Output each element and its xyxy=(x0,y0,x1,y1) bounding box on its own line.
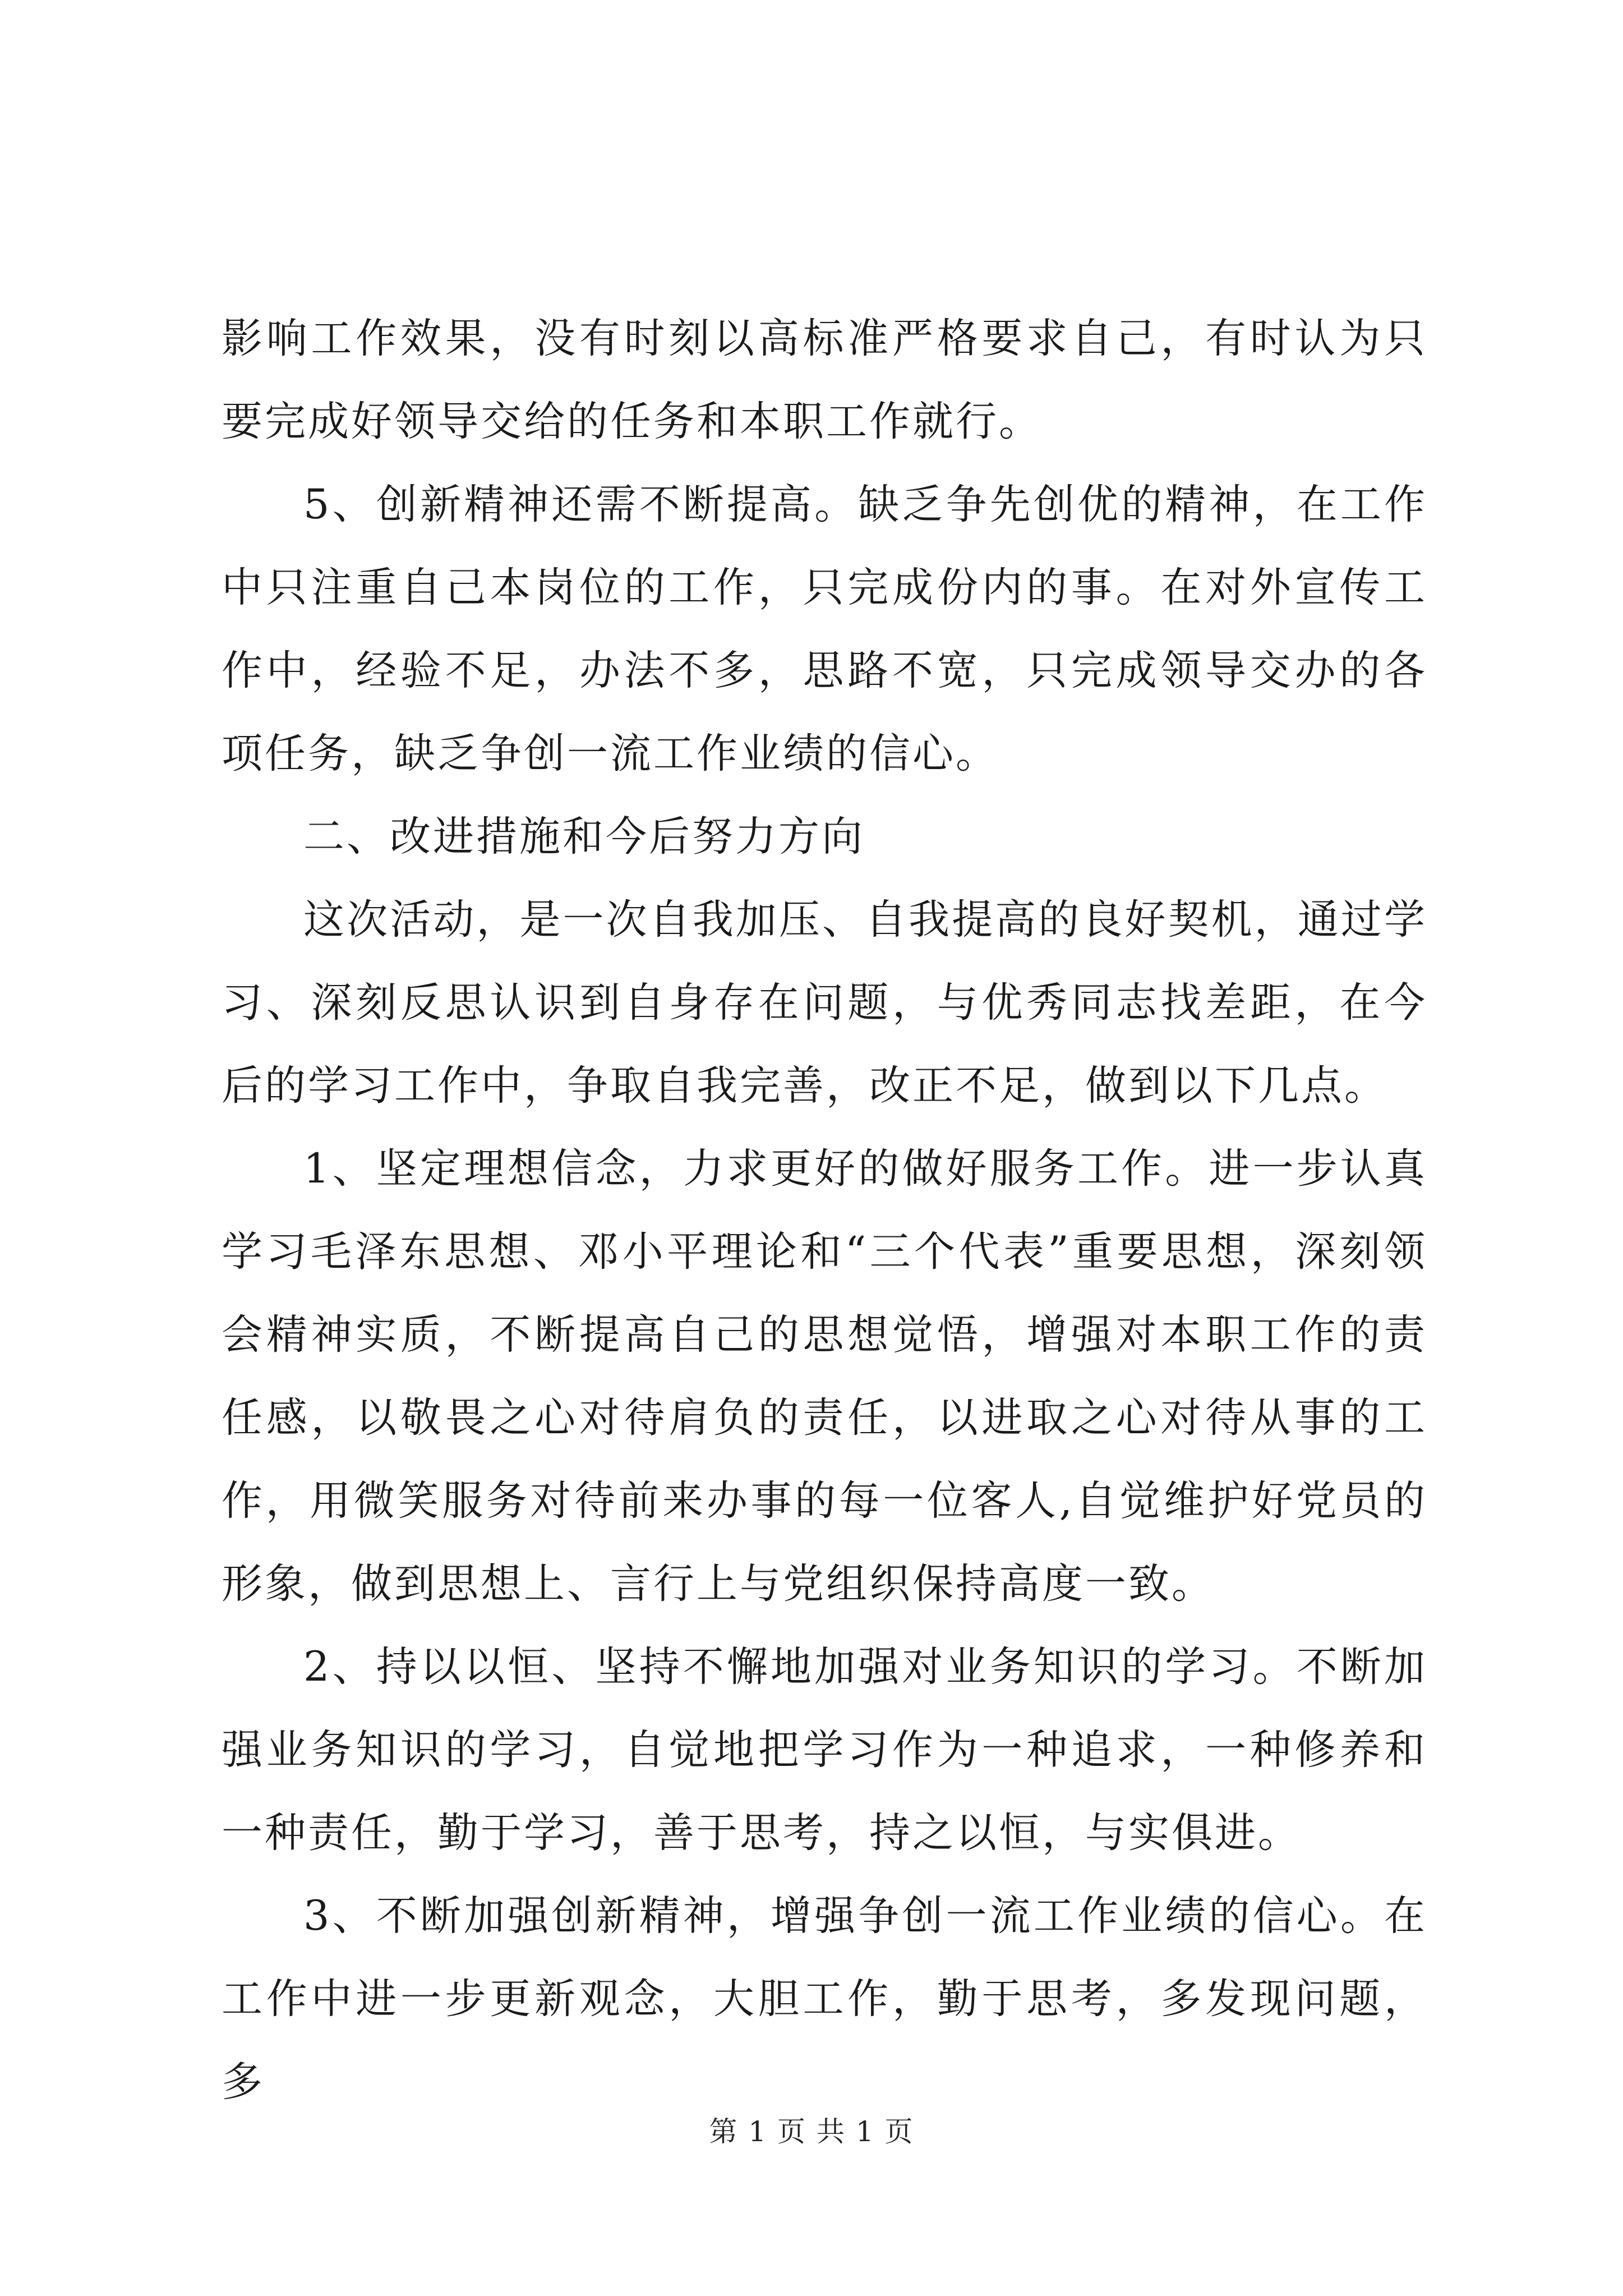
paragraph-intro: 这次活动，是一次自我加压、自我提高的良好契机，通过学习、深刻反思认识到自身存在问题，与优秀同志找差距，在今后的学习工作中，争取自我完善，改正不足，做到以下几点。 xyxy=(222,896,1427,1110)
page-footer: 第 1 页 共 1 页 xyxy=(709,2115,914,2148)
paragraph-item-5: 5、创新精神还需不断提高。缺乏争先创优的精神，在工作中只注重自己本岗位的工作，只完成份内的事。在对外宣传工作中，经验不足，办法不多，思路不宽，只完成领导交办的各项任务，缺乏争创一流工作业绩的信心。 xyxy=(222,481,1427,777)
paragraph-measure-1: 1、坚定理想信念，力求更好的做好服务工作。进一步认真学习毛泽东思想、邓小平理论和“三个代表”重要思想，深刻领会精神实质，不断提高自己的思想觉悟，增强对本职工作的责任感，以敬畏之心对待肩负的责任，以进取之心对待从事的工作，用微笑服务对待前来办事的每一位客人,自觉维护好党员的形象，做到思想上、言行上与党组织保持高度一致。 xyxy=(222,1145,1427,1608)
paragraph-measure-2: 2、持以以恒、坚持不懈地加强对业务知识的学习。不断加强业务知识的学习，自觉地把学习作为一种追求，一种修养和一种责任，勤于学习，善于思考，持之以恒，与实俱进。 xyxy=(222,1643,1427,1857)
document-body xyxy=(222,297,1427,2124)
paragraph-measure-3: 3、不断加强创新精神，增强争创一流工作业绩的信心。在工作中进一步更新观念，大胆工作，勤于思考，多发现问题，多 xyxy=(222,1892,1427,2106)
section-heading: 二、改进措施和今后努力方向 xyxy=(303,813,865,861)
paragraph-continuation: 影响工作效果，没有时刻以高标准严格要求自己，有时认为只要完成好领导交给的任务和本职工作就行。 xyxy=(222,315,1427,445)
